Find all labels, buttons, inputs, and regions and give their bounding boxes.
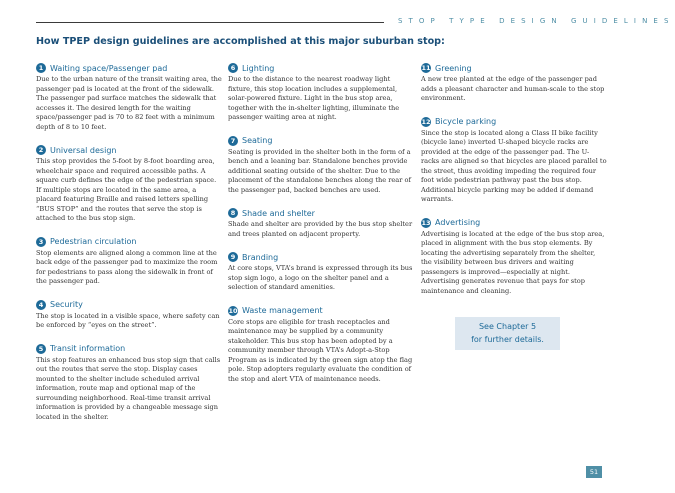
see-chapter-line2: for further details. <box>471 335 544 344</box>
section-body: A new tree planted at the edge of the passenger pad adds a pleasant character and human-scale to the stop environment. <box>421 75 605 102</box>
section-heading: Seating <box>242 136 273 145</box>
section-heading: Security <box>50 300 83 309</box>
section-heading: Transit information <box>50 344 126 353</box>
column-1 <box>36 62 222 434</box>
section-body: This stop provides the 5-foot by 8-foot boarding area, wheelchair space and required accessible paths. A square curb defines the edge of the pedestrian space. If multiple stops are located in the same area, a placard featuring Braille and raised letters spelling “BUS STOP” and the routes that serve the stop is attached to the bus stop sign. <box>36 157 217 222</box>
section-header <box>228 207 414 219</box>
guideline-section <box>36 299 222 331</box>
guideline-section <box>228 251 414 293</box>
see-chapter-callout <box>455 317 560 350</box>
section-header <box>228 251 414 263</box>
section-heading: Lighting <box>242 63 275 73</box>
column-2 <box>228 62 414 396</box>
guideline-section <box>36 343 222 423</box>
section-heading: Greening <box>435 63 472 73</box>
header-label: STOP TYPE DESIGN GUIDELINES <box>398 17 675 25</box>
section-number-badge: 12 <box>421 117 431 126</box>
section-number-badge: 6 <box>228 63 238 73</box>
section-header <box>421 62 607 74</box>
page-number: 51 <box>586 466 602 478</box>
section-body: At core stops, VTA’s brand is expressed through its bus stop sign logo, a logo on the shelter panel and a selection of standard amenities. <box>228 264 413 291</box>
section-number-badge: 3 <box>36 237 46 247</box>
section-header <box>36 299 222 311</box>
section-body: Stop elements are aligned along a common line at the back edge of the passenger pad to maximize the room for pedestrians to pass along the sidewalk in front of the passenger pad. <box>36 248 218 285</box>
section-header <box>36 144 222 156</box>
section-number-badge: 11 <box>421 64 431 72</box>
see-chapter-line1: See Chapter 5 <box>478 322 537 331</box>
section-number-badge: 13 <box>421 218 431 227</box>
section-number-badge: 1 <box>36 63 46 73</box>
section-header <box>36 236 222 248</box>
section-body: The stop is located in a visible space, where safety can be enforced by “eyes on the street”. <box>36 311 220 329</box>
section-number-badge: 7 <box>228 136 238 146</box>
guideline-section <box>36 62 222 132</box>
section-heading: Advertising <box>435 218 481 227</box>
guideline-section <box>36 236 222 287</box>
guideline-section <box>228 305 414 385</box>
section-body: Due to the distance to the nearest roadway light fixture, this stop location includes a supplemental, solar-powered fixture. Light in the bus stop area, together with the in-shelter lighting, illuminate the passenger waiting area at night. <box>228 75 400 121</box>
section-heading: Pedestrian circulation <box>50 237 137 246</box>
section-number-badge: 10 <box>228 306 238 315</box>
guideline-section <box>228 135 414 196</box>
section-header <box>228 305 414 317</box>
section-header <box>228 135 414 147</box>
guideline-section <box>228 62 414 123</box>
guideline-section <box>421 116 607 205</box>
section-body: Core stops are eligible for trash receptacles and maintenance may be supplied by a community stakeholder. This bus stop has been adopted by a community member through VTA’s Adopt-a-Stop Program as is indicated by the green sign atop the flag pole. Stop adopters regularly evaluate the condition of the stop and alert VTA of maintenance needs. <box>228 317 413 383</box>
header-rule <box>36 22 384 23</box>
section-body: Shade and shelter are provided by the bus stop shelter and trees planted on adjacent property. <box>228 220 413 238</box>
section-heading: Waste management <box>242 306 323 315</box>
section-heading: Branding <box>242 252 279 262</box>
page-title: How TPEP design guidelines are accomplished at this major suburban stop: <box>36 36 445 47</box>
column-3 <box>421 62 607 308</box>
section-body: Due to the urban nature of the transit waiting area, the passenger pad is located at the front of the sidewalk. The passenger pad surface matches the sidewalk that accesses it. The desired length for the waiting space/passenger pad is 70 to 82 feet with a minimum depth of 8 to 10 feet. <box>36 75 222 131</box>
section-body: This stop features an enhanced bus stop sign that calls out the routes that serve the stop. Display cases mounted to the shelter include scheduled arrival information, route map and optional map of the surrounding neighborhood. Real-time transit arrival information is provided by a changeable message sign located in the shelter. <box>36 355 221 421</box>
section-heading: Universal design <box>50 145 117 155</box>
section-heading: Waiting space/Passenger pad <box>50 63 168 73</box>
section-header <box>36 62 222 74</box>
section-number-badge: 4 <box>36 300 46 310</box>
section-header <box>36 343 222 355</box>
section-body: Advertising is located at the edge of the bus stop area, placed in alignment with the bus stop elements. By locating the advertising separately from the shelter, the visibility between bus drivers and waiting passengers is improved—especially at night. Advertising generates revenue that pays for stop maintenance and cleaning. <box>421 229 605 295</box>
guideline-section <box>421 217 607 297</box>
section-heading: Shade and shelter <box>242 208 315 218</box>
section-number-badge: 9 <box>228 252 238 262</box>
section-number-badge: 2 <box>36 145 46 155</box>
guideline-section <box>421 62 607 104</box>
section-header <box>228 62 414 74</box>
section-number-badge: 5 <box>36 344 46 354</box>
section-header <box>421 217 607 229</box>
guideline-section <box>228 207 414 239</box>
section-body: Seating is provided in the shelter both in the form of a bench and a leaning bar. Standalone benches provide additional seating outside of the shelter. Due to the placement of the standalone benches along the rear of the passenger pad, backed benches are used. <box>228 147 411 194</box>
section-header <box>421 116 607 128</box>
section-body: Since the stop is located along a Class II bike facility (bicycle lane) inverted U-shaped bicycle racks are provided at the edge of the passenger pad. The U-racks are aligned so that bicycles are placed parallel to the street, thus avoiding impeding the required four foot wide pedestrian pathway past the bus stop. Additional bicycle parking may be added if demand warrants. <box>421 128 607 203</box>
section-number-badge: 8 <box>228 208 238 218</box>
guideline-section <box>36 144 222 224</box>
section-heading: Bicycle parking <box>435 117 497 126</box>
